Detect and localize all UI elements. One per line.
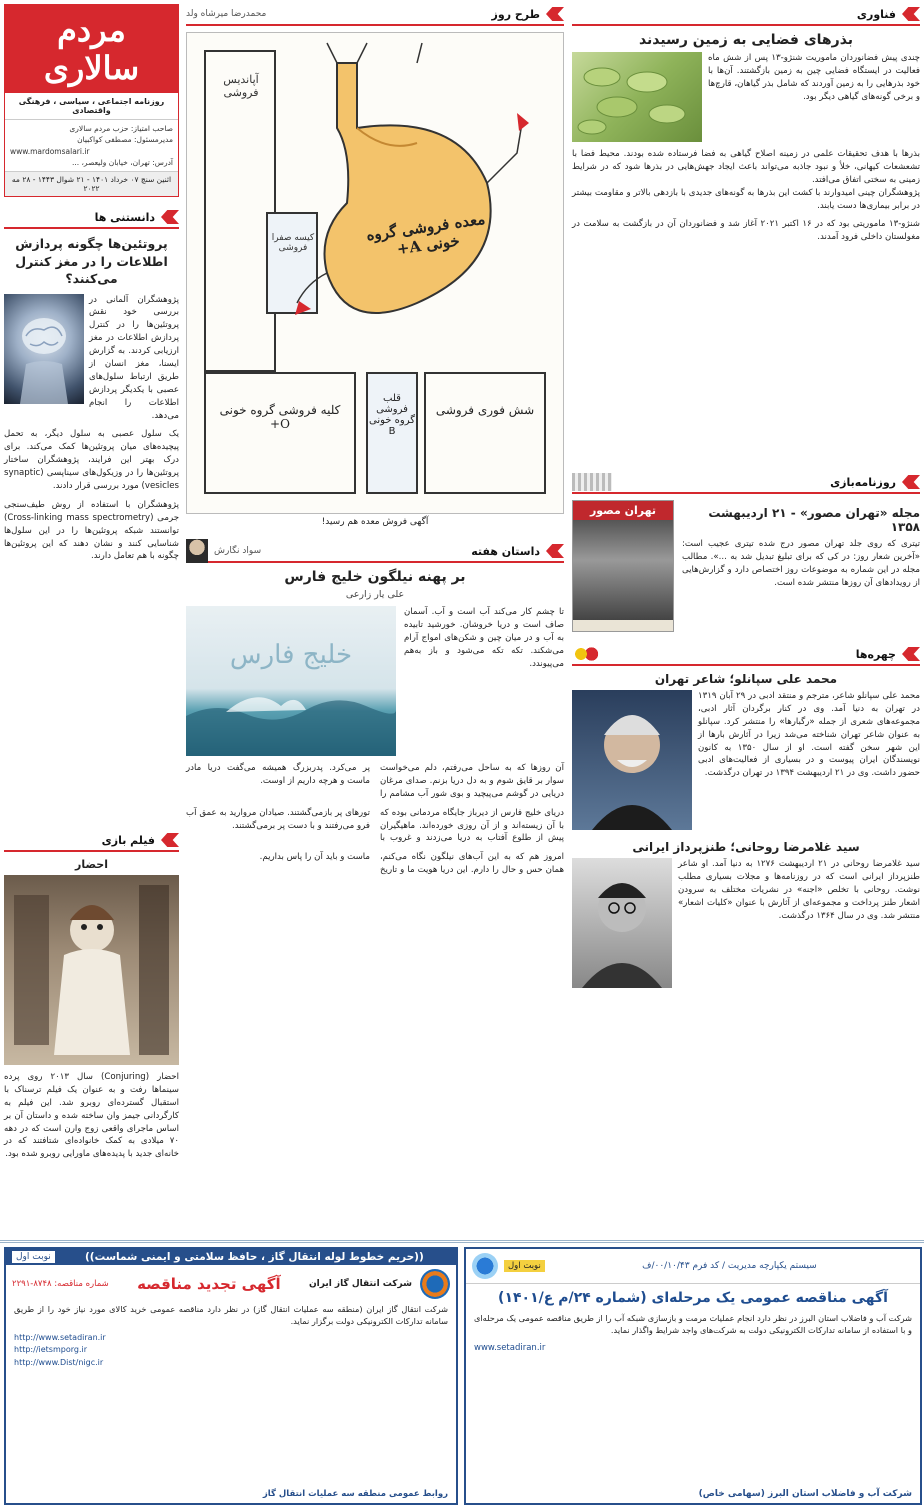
cartoon-label-bottom-3: شش فوری فروشی — [435, 403, 535, 417]
person2-photo — [572, 858, 672, 988]
ad-left — [4, 1247, 458, 1505]
ad-right-footer: شرکت آب و فاضلاب استان البرز (سهامی خاص) — [698, 1489, 912, 1499]
scientific-title: بذرهای فضایی به زمین رسیدند — [638, 32, 854, 48]
ad-right-body: شرکت آب و فاضلاب استان البرز در نظر دارد انجام عملیات مرمت و بازسازی شبکه آب را از طریق مناقصه عمومی یک مرحله‌ای و با استفاده از سامانه تدارکات الکترونیکی دولت به شرکت‌های واجد شرایط واگذار نماید. — [474, 1313, 912, 1336]
ads-bar — [0, 1240, 924, 1507]
masthead — [4, 4, 179, 197]
masthead-date: اثنین سنچ ۰۷ خرداد ۱۴۰۱ - ۲۱ شوال ۱۴۴۳ - ۲۸ مه ۲۰۲۲ — [5, 171, 178, 196]
cartoon-caption: آگهی فروش معده هم رسید! — [321, 517, 429, 527]
story-image — [186, 606, 396, 756]
story-image-text: خلیج فارس — [229, 640, 353, 670]
portrait-icon — [572, 858, 672, 988]
history-title: مجله «تهران مصور» - ۲۱ اردیبهشت ۱۳۵۸ — [708, 506, 920, 534]
masthead-info-2: مدیرمسئول: مصطفی کواکبیان — [77, 135, 173, 145]
story-body-3: امروز هم که به این آب‌های نیلگون نگاه می‌کنم، همان حس و حال را دارم. این دریا هویت ما و تاریخ ماست و باید آن را پاس بداریم. — [259, 852, 564, 876]
scientific-section — [572, 4, 920, 244]
cartoon-heading: طرح روز — [491, 7, 540, 21]
person1-photo — [572, 690, 692, 830]
cartoon-label-bottom-2: قلب فروشی گروه خونی B — [369, 393, 415, 437]
ad-left-site-2[interactable]: http://ietsmporg.ir — [14, 1345, 88, 1355]
ad-left-site-3[interactable]: http://www.Dist/nigc.ir — [14, 1358, 104, 1368]
portrait-icon — [572, 690, 692, 830]
cartoon-drawing — [187, 33, 563, 513]
science-body-1: یک سلول عصبی به سلول دیگر، به تحمل پیچیده‌های میان پروتئین‌ها کمک می‌کند. برای درک بهتر این فرایند، پژوهشگران ساختار پروتئین‌ها را در وزیکول‌های سیناپسی (synaptic vesicles) مورد بررسی قرار دادند. — [4, 429, 179, 491]
faces-section — [572, 644, 920, 988]
cartoon-label-center: معده فروشی گروه خونی A+ — [365, 209, 487, 259]
magazine-name: تهران مصور — [573, 501, 673, 520]
ad-left-title: آگهی تجدید مناقصه — [137, 1275, 281, 1293]
author-avatar — [186, 539, 208, 563]
person1-title: محمد علی سپانلو؛ شاعر تهران — [654, 672, 838, 686]
scientific-body-1: بذرها با هدف تحقیقات علمی در زمینه اصلاح گیاهی به فضا فرستاده شده بودند. محیط فضا با تشعشعات کیهانی، خلأ و نبود جاذبه می‌تواند باعث ایجاد جهش‌هایی در بذرها شود که در شرایط زمینی به سختی اتفاق می‌افتد. — [572, 149, 920, 185]
section-marker-icon — [902, 647, 920, 661]
ad-left-org: شرکت انتقال گاز ایران — [308, 1279, 412, 1289]
story-author-tag: سواد نگارش — [214, 546, 262, 556]
section-marker-icon — [161, 833, 179, 847]
cartoon-label-top: آپاندیس فروشی — [223, 73, 259, 99]
cartoon-image — [186, 32, 564, 514]
ad-left-footer: روابط عمومی منطقه سه عملیات انتقال گاز — [262, 1489, 448, 1499]
water-company-logo — [472, 1253, 498, 1279]
film-poster — [4, 875, 179, 1065]
ad-left-round: نوبت اول — [12, 1251, 55, 1263]
seeds-image — [572, 52, 702, 142]
scientific-body-2: پژوهشگران چینی امیدوارند با کشت این بذرها به گونه‌های جدیدی با بازدهی بالاتر و مقاومت بیشتر در برابر بیماری‌ها دست یابند. — [572, 187, 920, 211]
brain-icon — [4, 294, 84, 404]
ad-left-banner: ((حریم خطوط لوله انتقال گاز ، حافظ سلامتی و ایمنی شماست)) — [84, 1251, 424, 1263]
film-body: احضار (Conjuring) سال ۲۰۱۳ روی پرده سینماها رفت و به عنوان یک فیلم ترسناک با استقبال گسترده‌ای روبرو شد. این فیلم به کارگردانی جیمز وان ساخته شده و داستان آن بر اساس ماجرای واقعی زوج وارن است که در دهه ۷۰ میلادی به کمک خانواده‌ای شتافتند که در خانه‌ای جدید با پدیده‌های ماورایی روبرو شده بود. — [4, 1072, 179, 1160]
story-body-0: تا چشم کار می‌کند آب است و آب. آسمان صاف است و دریا خروشان. خورشید تابیده به آب و در میان چین و شکن‌های امواج آرام می‌شکند. تکه تکه می‌شود و باز به‌هم می‌پیوندد. — [404, 607, 564, 669]
masthead-logo: مردم سالاری — [43, 11, 140, 87]
science-body-2: پژوهشگران با استفاده از روش طیف‌سنجی جرمی (Cross-linking mass spectrometry) توانستند شبکه پروتئین‌ها را در این سلول‌ها شناسایی کنند و نشان دهند که این پروتئین‌ها چگونه با هم تعامل دارند. — [4, 499, 180, 562]
story-body-2: دریای خلیج فارس از دیرباز جایگاه مردمانی بوده که با آن زیسته‌اند و از آن روزی خورده‌اند. ماهیگیران پیش از طلوع آفتاب به دریا می‌زدند و غروب با تورهای پر بازمی‌گشتند. صیادان مروارید به عمق آب فرو می‌رفتند و با دست پر برمی‌گشتند. — [186, 807, 564, 844]
masthead-info-4: آدرس: تهران، خیابان ولیعصر، ... — [71, 157, 173, 167]
wave-icon — [186, 606, 396, 756]
story-author: علی یار زارعی — [345, 589, 405, 600]
seeds-icon — [572, 52, 702, 142]
ad-right-round: نوبت اول — [504, 1260, 545, 1272]
section-marker-icon — [161, 210, 179, 224]
science-title: پروتئین‌ها چگونه پردازش اطلاعات را در مغز کنترل می‌کنند؟ — [15, 236, 168, 286]
ad-right-title: آگهی مناقصه عمومی یک مرحله‌ای (شماره ۲۴/م ع/۱۴۰۱) — [498, 1290, 888, 1306]
cartoon-section — [186, 4, 564, 527]
person1-body: محمد علی سپانلو شاعر، مترجم و منتقد ادبی در ۲۹ آبان ۱۳۱۹ در تهران به دنیا آمد. وی در کنار برگردان آثار ادبی، مجموعه‌های شعری از جمله «رگبارها» را منتشر کرد. سپانلو به عنوان شاعر تهران شناخته می‌شد زیرا در آثارش بارها از این شهر سخن گفته است. او از سال ۱۳۵۰ به کانون نویسندگان ایران پیوست و در بسیاری از فعالیت‌های ادبی حضور داشت. وی در ۲۱ اردیبهشت ۱۳۹۴ در تهران درگذشت. — [698, 691, 920, 779]
faces-heading: چهره‌ها — [855, 647, 896, 661]
section-marker-icon — [902, 7, 920, 21]
scientific-body-3: شنژو-۱۳ ماموریتی بود که در ۱۶ اکتبر ۲۰۲۱ آغاز شد و فضانوردان آن در بازگشت به سلامت در مغولستان داخلی فرود آمدند. — [572, 219, 920, 243]
story-section — [186, 541, 564, 877]
magazine-cover — [572, 500, 674, 632]
film-section — [4, 830, 179, 1161]
masthead-info-1: صاحب امتیاز: حزب مردم سالاری — [69, 124, 173, 133]
section-marker-icon — [546, 544, 564, 558]
ad-right — [464, 1247, 922, 1505]
section-marker-icon — [902, 475, 920, 489]
section-marker-icon — [546, 7, 564, 21]
brain-image — [4, 294, 84, 404]
ad-right-site[interactable]: www.setadiran.ir — [474, 1342, 546, 1353]
science-heading: دانستنی ها — [94, 210, 155, 224]
ad-left-body: شرکت انتقال گاز ایران (منطقه سه عملیات انتقال گاز) در نظر دارد مناقصه عمومی خرید کالای مورد نیاز خود را از طریق سامانه تدارکات الکترونیکی دولت برگزار نماید. — [14, 1304, 448, 1327]
masthead-tagline: روزنامه اجتماعی ، سیاسی ، فرهنگی واقتصادی — [5, 93, 178, 120]
film-heading: فیلم بازی — [101, 833, 155, 847]
cartoon-label-bottom-1: کلیه فروشی گروه خونی O+ — [219, 403, 341, 431]
history-heading: روزنامه‌بازی — [830, 475, 896, 489]
ad-right-header: سیستم یکپارچه مدیریت / کد فرم ۰۰/۱۰/۴۳/ف — [642, 1261, 817, 1271]
scientific-body-0: چندی پیش فضانوردان ماموریت شنژو-۱۳ پس از شش ماه فعالیت در ایستگاه فضایی چین به زمین بازگشتند. آن‌ها با خود بذرهایی را به زمین آوردند که شامل بذر گیاهان، قارچ‌ها و برخی گونه‌های گیاهی دیگر بود. — [708, 53, 920, 102]
history-section — [572, 472, 920, 632]
story-title: بر پهنه نیلگون خلیج فارس — [284, 569, 466, 585]
person2-body: سید غلامرضا روحانی در ۲۱ اردیبهشت ۱۲۷۶ به دنیا آمد. او شاعر طنزپرداز ایرانی است که در روزنامه‌ها و مجلات بسیاری مطلب نوشت. روحانی با تخلص «اجنه» در نشریات مختلف به سرودن اشعار طنز پرداخت و مجموعه‌ای از آثارش با عنوان «کلیات اشعار» منتشر شد. وی در سال ۱۳۶۴ درگذشت. — [678, 859, 920, 921]
masthead-info-3[interactable]: www.mardomsalari.ir — [10, 146, 90, 156]
newspapers-icon — [572, 473, 612, 491]
story-heading: داستان هفته — [471, 544, 540, 558]
history-body: تیتری که روی جلد تهران مصور درج شده تیتری عجیب است: «آخرین شعار روز: در کی که برای تبلیغ تبدیل شد به ...». مطالب مجله در این شماره به موضوعات روز اختصاص دارد و گزارش‌هایی از رویدادهای آن روزها منتشر شده است. — [682, 539, 920, 588]
faces-icon — [572, 644, 602, 664]
doll-icon — [4, 875, 179, 1065]
film-title: احضار — [75, 858, 108, 871]
scientific-heading: فناوری — [856, 7, 896, 21]
cartoon-artist: محمدرضا میرشاه ولد — [186, 9, 267, 19]
story-body-1: آن روزها که به ساحل می‌رفتم، دلم می‌خواست سوار بر قایق شوم و به دل دریا بزنم. صدای مرغان دریایی در گوشم می‌پیچید و بوی شور آب مشامم را پر می‌کرد. پدربزرگ همیشه می‌گفت دریا مادر ماست و هرچه داریم از اوست. — [186, 763, 564, 799]
ad-left-site-1[interactable]: http://www.setadiran.ir — [14, 1332, 106, 1342]
person2-title: سید غلامرضا روحانی؛ طنزپرداز ایرانی — [632, 840, 860, 854]
science-section — [4, 207, 179, 563]
cartoon-label-left: کیسه صفرا فروشی — [271, 233, 315, 253]
science-intro: پژوهشگران آلمانی در بررسی خود نقش پروتئین‌ها را در کنترل پردازش اطلاعات در مغز ارزیابی کردند. به گزارش ایسنا، مغز انسان از طریق ارتباط سلول‌های عصبی با یکدیگر پردازش اطلاعات را انجام می‌دهد. — [89, 294, 179, 421]
ad-left-number: شماره مناقصه: ۸۷۴۸-۲۲۹۱ — [12, 1279, 109, 1289]
gas-company-logo — [420, 1269, 450, 1299]
